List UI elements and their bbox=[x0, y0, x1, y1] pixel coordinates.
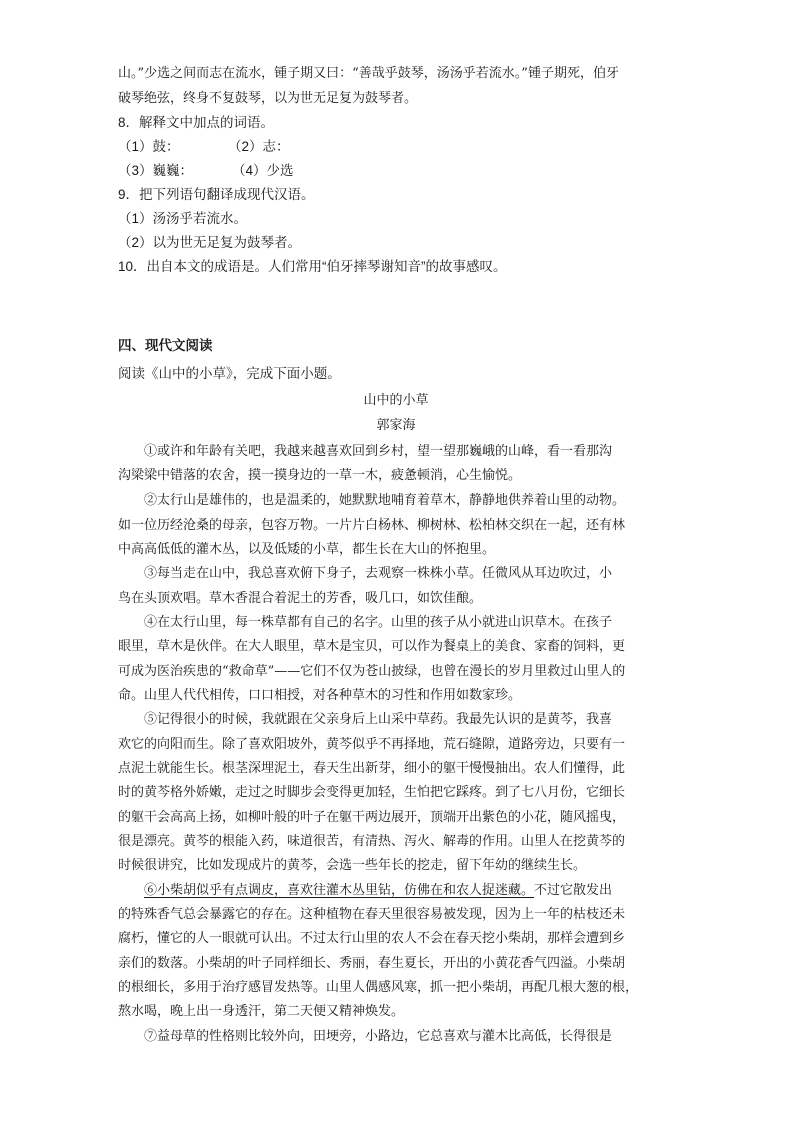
question-9-item-2: （2）以为世无足复为鼓琴者。 bbox=[118, 235, 302, 250]
paragraph-line: ⑦益母草的性格则比较外向，田埂旁，小路边，它总喜欢与灌木比高低，长得很是 bbox=[144, 1029, 613, 1044]
paragraph-line: 鸟在头顶欢唱。草木香混合着泥土的芳香，吸几口，如饮佳酿。 bbox=[118, 591, 483, 606]
paragraph-line: ③每当走在山中，我总喜欢俯下身子，去观察一株株小草。任微风从耳边吹过，小 bbox=[144, 566, 613, 581]
paragraph-line: 熬水喝，晚上出一身透汗，第二天便又精神焕发。 bbox=[118, 1004, 405, 1019]
section-4-heading: 四、现代文阅读 bbox=[118, 338, 213, 353]
paragraph-line: 欢它的向阳而生。除了喜欢阳坡外，黄芩似乎不再择地，荒石缝隙，道路旁边，只要有一 bbox=[118, 737, 626, 752]
classical-text-line-2: 破琴绝弦，终身不复鼓琴，以为世无足复为鼓琴者。 bbox=[118, 91, 418, 106]
paragraph-line: 命。山里人代代相传，口口相授，对各种草木的习性和作用如数家珍。 bbox=[118, 688, 522, 703]
classical-text-line-1: 山。”少选之间而志在流水，锺子期又曰：“善哉乎鼓琴，汤汤乎若流水。”锺子期死，伯牙 bbox=[118, 66, 619, 81]
paragraph-line: ①或许和年龄有关吧，我越来越喜欢回到乡村，望一望那巍峨的山峰，看一看那沟 bbox=[144, 444, 613, 459]
question-10-stem: 10．出自本文的成语是。人们常用“伯牙摔琴谢知音”的故事感叹。 bbox=[118, 259, 507, 274]
underlined-sentence: ⑥小柴胡似乎有点调皮，喜欢往灌木丛里钻，仿佛在和农人捉迷藏。 bbox=[144, 883, 535, 898]
paragraph-line: 很是漂亮。黄芩的根能入药，味道很苦，有清热、泻火、解毒的作用。山里人在挖黄芩的 bbox=[118, 834, 626, 849]
paragraph-line: 腐朽，懂它的人一眼就可认出。不过太行山里的农人不会在春天挖小柴胡，那样会遭到乡 bbox=[118, 931, 626, 946]
paragraph-line: 沟梁梁中错落的农舍，摸一摸身边的一草一木，疲惫顿消，心生愉悦。 bbox=[118, 468, 522, 483]
paragraph-line: 点泥土就能生长。根茎深埋泥土，春天生出新芽，细小的躯干慢慢抽出。农人们懂得，此 bbox=[118, 761, 626, 776]
paragraph-line: 如一位历经沧桑的母亲，包容万物。一片片白杨林、柳树林、松柏林交织在一起，还有林 bbox=[118, 518, 626, 533]
paragraph-line: 中高高低低的灌木丛，以及低矮的小草，都生长在大山的怀抱里。 bbox=[118, 542, 496, 557]
paragraph-line: ④在太行山里，每一株草都有自己的名字。山里的孩子从小就进山识草木。在孩子 bbox=[144, 615, 613, 630]
paragraph-line: 可成为医治疾患的“救命草”——它们不仅为苍山披绿，也曾在漫长的岁月里救过山里人的 bbox=[118, 664, 626, 679]
paragraph-line: 亲们的数落。小柴胡的叶子同样细长、秀丽，春生夏长，开出的小黄花香气四溢。小柴胡 bbox=[118, 956, 626, 971]
paragraph-line: 时候很讲究，比如发现成片的黄芩，会选一些年长的挖走，留下年幼的继续生长。 bbox=[118, 858, 587, 873]
question-9-stem: 9．把下列语句翻译成现代汉语。 bbox=[118, 187, 315, 202]
paragraph-6-continuation: 不过它散发出 bbox=[534, 883, 613, 898]
paragraph-line: ②太行山是雄伟的，也是温柔的，她默默地哺育着草木，静静地供养着山里的动物。 bbox=[144, 493, 626, 508]
paragraph-6-first-line bbox=[144, 881, 612, 901]
paragraph-line: 眼里，草木是伙伴。在大人眼里，草木是宝贝，可以作为餐桌上的美食、家畜的饲料，更 bbox=[118, 639, 626, 654]
paragraph-line: 时的黄芩格外娇嫩，走过之时脚步会变得更加轻，生怕把它踩疼。到了七八月份，它细长 bbox=[118, 785, 626, 800]
paragraph-line: 的根细长，多用于治疗感冒发热等。山里人偶感风寒，抓一把小柴胡，再配几根大葱的根， bbox=[118, 980, 639, 995]
article-author: 郭家海 bbox=[376, 418, 416, 433]
article-title: 山中的小草 bbox=[363, 393, 429, 408]
question-8-item-1: （1）鼓： bbox=[118, 139, 180, 154]
question-8-item-3: （3）巍巍： bbox=[118, 163, 194, 178]
paragraph-line: 的躯干会高高上扬，如柳叶般的叶子在躯干两边展开，顶端开出紫色的小花，随风摇曳， bbox=[118, 810, 626, 825]
question-9-item-1: （1）汤汤乎若流水。 bbox=[118, 211, 248, 226]
paragraph-line: 的特殊香气总会暴露它的存在。这种植物在春天里很容易被发现，因为上一年的枯枝还未 bbox=[118, 907, 626, 922]
question-8-item-4: （4）少选 bbox=[232, 163, 294, 178]
question-8-stem: 8．解释文中加点的词语。 bbox=[118, 115, 275, 130]
section-4-instruction: 阅读《山中的小草》，完成下面小题。 bbox=[118, 366, 341, 381]
paragraph-line: ⑤记得很小的时候，我就跟在父亲身后上山采中草药。我最先认识的是黄芩，我喜 bbox=[144, 712, 613, 727]
question-8-item-2: （2）志： bbox=[228, 139, 290, 154]
